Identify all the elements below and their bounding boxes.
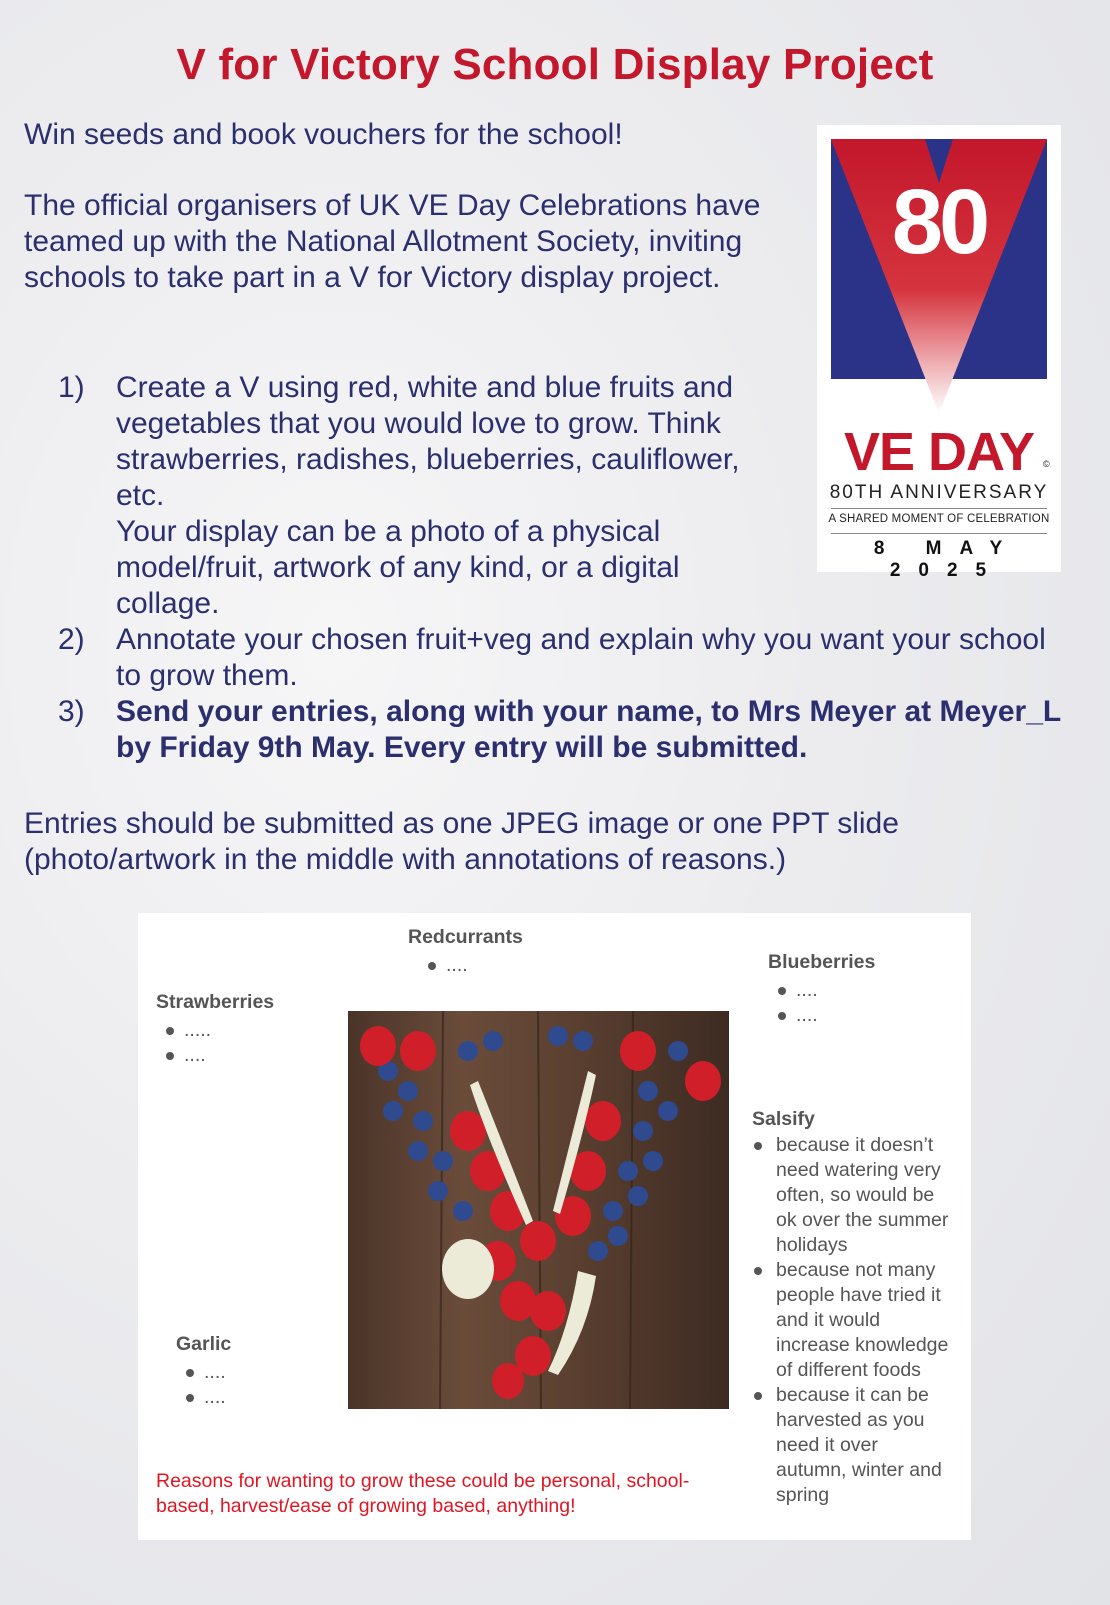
- list-item: .....: [156, 1018, 211, 1043]
- description-paragraph: The official organisers of UK VE Day Celebrations have teamed up with the National Allotment Society, inviting schools to take part in a V for Victory display project.: [24, 189, 761, 294]
- logo-copyright: ©: [1043, 459, 1050, 469]
- example-slide: [138, 913, 971, 1540]
- intro-line: Win seeds and book vouchers for the school!: [24, 118, 623, 151]
- submission-note: Entries should be submitted as one JPEG image or one PPT slide (photo/artwork in the middle with annotations of reasons.): [24, 807, 899, 876]
- step-text: Create a V using red, white and blue fruits and vegetables that you would love to grow. Think strawberries, radishes, blueberries, cauliflower, etc.: [116, 371, 740, 512]
- list-item: because it can be harvested as you need it over autumn, winter and spring: [752, 1383, 952, 1508]
- v-emblem-graphic: [817, 125, 1061, 425]
- blueberries-label: Blueberries: [768, 951, 876, 973]
- garlic-list: [176, 1360, 226, 1410]
- list-item: ....: [176, 1360, 226, 1385]
- salsify-list: [752, 1133, 952, 1508]
- list-item: ....: [156, 1043, 211, 1068]
- salsify-label: Salsify: [752, 1108, 815, 1130]
- logo-divider: [831, 508, 1047, 509]
- step-number: 3): [58, 695, 85, 728]
- list-item: ....: [418, 953, 468, 978]
- list-item: because not many people have tried it and it would increase knowledge of different foods: [752, 1258, 952, 1383]
- step-number: 1): [58, 371, 85, 404]
- step-text: Send your entries, along with your name, to Mrs Meyer at Meyer_L by Friday 9th May. Every entry will be submitted.: [116, 695, 1061, 764]
- step-2: [58, 622, 1078, 694]
- list-item: because it doesn’t need watering very often, so would be ok over the summer holidays: [752, 1133, 952, 1258]
- list-item: ....: [768, 978, 818, 1003]
- logo-number: 80: [891, 171, 987, 273]
- blueberries-list: [768, 978, 818, 1028]
- step-number: 2): [58, 623, 85, 656]
- redcurrants-label: Redcurrants: [408, 926, 523, 948]
- step-text: Your display can be a photo of a physical model/fruit, artwork of any kind, or a digital collage.: [116, 515, 680, 620]
- logo-ve-day: VE DAY: [843, 422, 1035, 482]
- ve-day-logo: [817, 125, 1061, 581]
- logo-tagline: A SHARED MOMENT OF CELEBRATION: [828, 513, 1050, 525]
- logo-date: 8 MAY 2025: [873, 538, 1021, 581]
- reasons-note: Reasons for wanting to grow these could be personal, school-based, harvest/ease of growing based, anything!: [156, 1470, 690, 1517]
- step-text: Annotate your chosen fruit+veg and explain why you want your school to grow them.: [116, 623, 1046, 692]
- step-body: [116, 370, 776, 622]
- fruit-v-photo: [348, 1011, 729, 1409]
- step-3: [58, 694, 1078, 766]
- logo-divider: [831, 533, 1047, 534]
- page-title: V for Victory School Display Project: [176, 40, 934, 89]
- logo-anniversary: 80TH ANNIVERSARY: [829, 482, 1049, 503]
- garlic-label: Garlic: [176, 1333, 232, 1355]
- intro-text: [24, 117, 814, 153]
- redcurrants-list: [418, 953, 468, 978]
- list-item: ....: [176, 1385, 226, 1410]
- list-item: ....: [768, 1003, 818, 1028]
- strawberries-list: [156, 1018, 211, 1068]
- strawberries-label: Strawberries: [156, 991, 275, 1013]
